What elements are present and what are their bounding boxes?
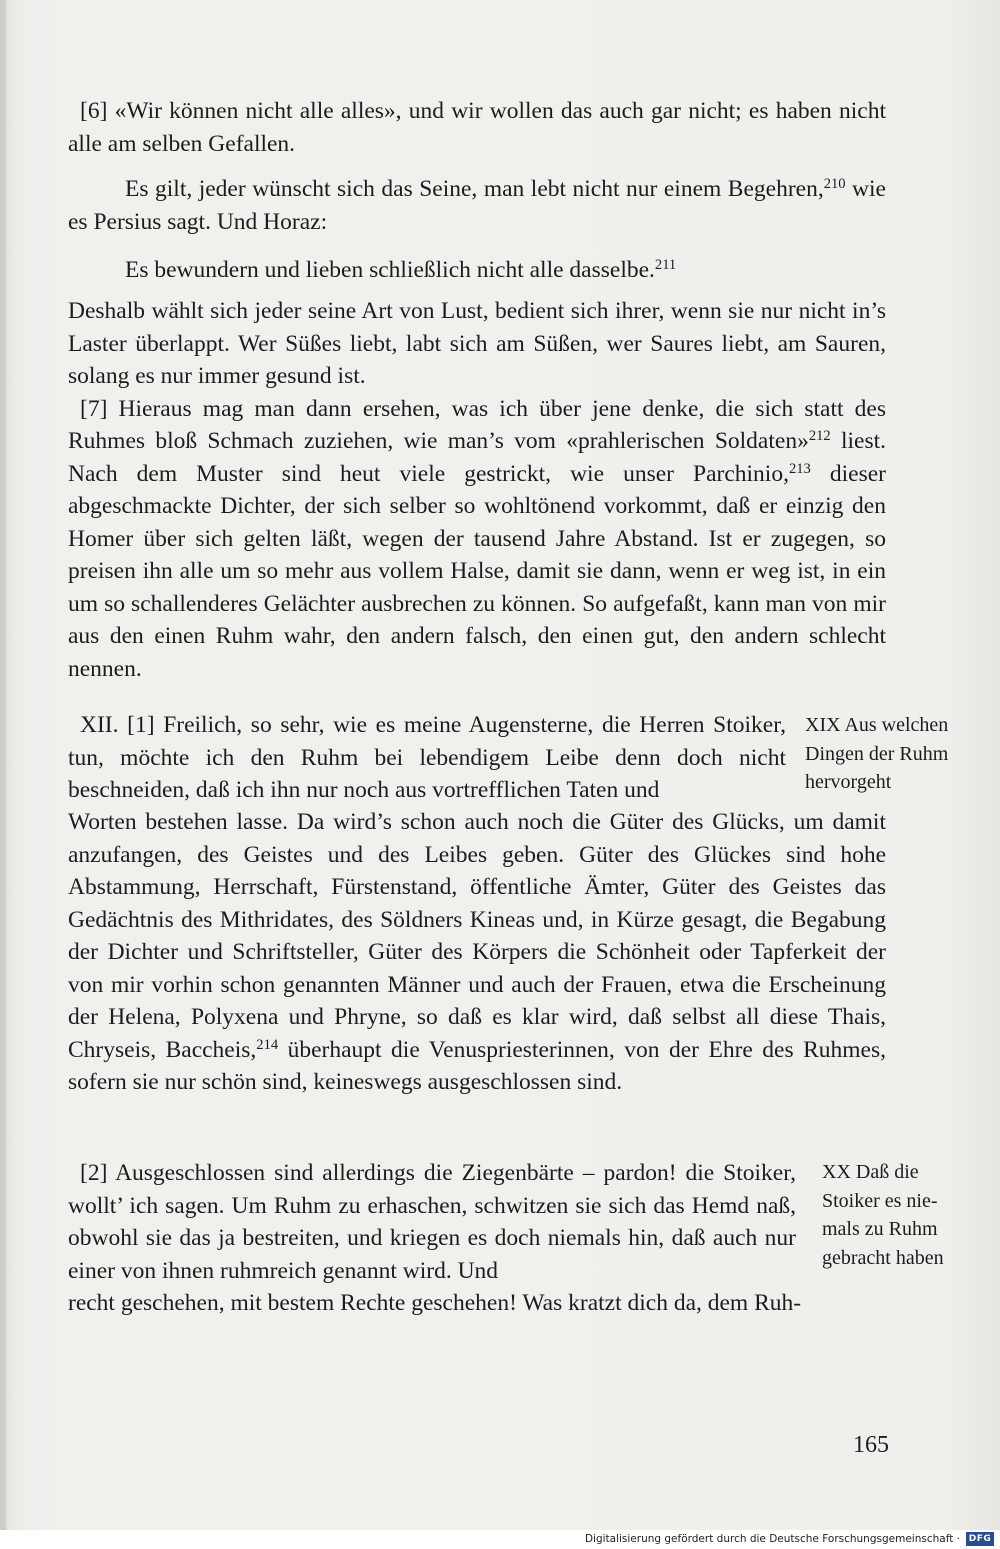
footnote-ref-212[interactable]: 212 bbox=[808, 428, 831, 444]
footnote-ref-210[interactable]: 210 bbox=[823, 176, 846, 192]
page-spine-shadow bbox=[0, 0, 6, 1530]
section-xii-intro bbox=[68, 709, 786, 807]
verse-line bbox=[125, 254, 886, 287]
section-xii-paragraph-start: XII. [1] Freilich, so sehr, wie es meine Augensterne, die Herren Stoiker, tun, möchte ich den Ruhm bei lebendigem Leibe denn doch nicht beschneiden, daß ich ihn nur noch aus vortrefflichen Taten und bbox=[68, 712, 786, 803]
dfg-logo-icon[interactable]: DFG bbox=[966, 1532, 994, 1546]
footnote-ref-213[interactable]: 213 bbox=[788, 460, 811, 477]
section-xii-2-body bbox=[68, 1287, 886, 1320]
paragraph-6 bbox=[68, 95, 886, 160]
paragraph-marker: [6] bbox=[80, 98, 108, 124]
margin-note-line: hervorgeht bbox=[805, 771, 892, 793]
digitization-footer bbox=[0, 1530, 1000, 1549]
footer-credit: Digitalisierung gefördert durch die Deutsche Forschungsgemeinschaft · bbox=[584, 1533, 960, 1545]
paragraph-text: Es gilt, jeder wünscht sich das Seine, man lebt nicht nur einem Begehren, bbox=[125, 176, 824, 202]
margin-note-line: mals zu Ruhm bbox=[822, 1218, 938, 1240]
paragraph-marker: [7] bbox=[80, 395, 108, 422]
section-xii-2-paragraph-start: [2] Ausgeschlossen sind allerdings die Ziegenbärte – pardon! die Stoiker, wollt’ ich sagen. Um Ruhm zu erhaschen, schwitzen sie sich das Hemd naß, obwohl sie das ja bestreiten, und kriegen es doch niemals hin, daß auch nur einer von ihnen ruhmreich genannt wird. Und bbox=[68, 1160, 796, 1284]
paragraph-text: Worten bestehen lasse. Da wird’s schon auch noch die Güter des Glücks, um damit anzufangen, des Geistes und des Leibes geben. Güter des Glückes sind hohe Abstammung, Herrschaft, Fürstenstand, öffentliche Ämter, Güter des Geistes das Gedächtnis des Mithridates, des Söldners Kineas und, in Kürze gesagt, die Begabung der Dichter und Schriftsteller, Güter des Körpers die Schönheit oder Tapferkeit der von mir vorhin schon genannten Männer und auch der Frauen, etwa die Erscheinung der Helena, Polyxena und Phryne, so daß es klar wird, daß selbst all diese Thais, Chryseis, Baccheis, bbox=[68, 809, 886, 1063]
margin-note-xx bbox=[822, 1158, 997, 1272]
verse-text: Es bewundern und lieben schließlich nicht alle dasselbe. bbox=[125, 257, 655, 283]
margin-note-line: XX Daß die bbox=[822, 1161, 919, 1183]
paragraph-text: wie es Persius sagt. Und Horaz: bbox=[68, 176, 886, 235]
page-number: 165 bbox=[853, 1432, 889, 1458]
persius-paragraph bbox=[68, 173, 886, 238]
paragraph-text: «Wir können nicht alle alles», und wir wollen das auch gar nicht; es haben nicht alle am selben Gefallen. bbox=[68, 98, 886, 157]
body-block-1 bbox=[68, 95, 886, 160]
paragraph-text: liest. Nach dem Muster sind heut viele gestrickt, wie unser Parchinio, bbox=[68, 428, 887, 487]
footnote-ref-211[interactable]: 211 bbox=[654, 257, 677, 273]
paragraph-7 bbox=[68, 393, 886, 686]
body-block-3 bbox=[68, 295, 886, 685]
margin-note-xix bbox=[805, 711, 980, 797]
verse-quote bbox=[68, 254, 886, 287]
body-block-2 bbox=[68, 173, 886, 238]
margin-note-line: XIX Aus welchen bbox=[805, 714, 949, 736]
section-xii-body bbox=[68, 806, 886, 1099]
section-xii-2-paragraph-continued: recht geschehen, mit bestem Rechte geschehen! Was kratzt dich da, dem Ruh- bbox=[68, 1290, 802, 1316]
lust-paragraph: Deshalb wählt sich jeder seine Art von Lust, bedient sich ihrer, wenn sie nur nicht in’s Laster überlappt. Wer Süßes liebt, labt sich am Süßen, wer Saures liebt, am Sauren, solang es nur immer gesund ist. bbox=[68, 298, 886, 389]
paragraph-text: überhaupt die Venuspriesterinnen, von der Ehre des Ruhmes, sofern sie nur schön sind, keineswegs ausgeschlossen sind. bbox=[68, 1036, 886, 1095]
margin-note-line: Stoiker es nie- bbox=[822, 1189, 938, 1212]
paragraph-text: Hieraus mag man dann ersehen, was ich über jene denke, die sich statt des Ruhmes bloß Schmach zuziehen, wie man’s vom «prahlerischen Soldaten» bbox=[68, 395, 886, 454]
section-xii-2-intro bbox=[68, 1157, 796, 1287]
paragraph-text: dieser abgeschmackte Dichter, der sich selber so wohltönend vorkommt, daß er einzig den Homer über sich gelten läßt, wegen der tausend Jahre Abstand. Ist er zugegen, so preisen ihn alle um so mehr aus vollem Halse, damit sie dann, wenn er weg ist, in ein um so schallenderes Gelächter ausbrechen zu können. So aufgefaßt, kann man von mir aus den einen Ruhm wahr, den andern falsch, den einen gut, den andern schlecht nennen. bbox=[68, 460, 886, 682]
margin-note-line: gebracht haben bbox=[822, 1246, 944, 1269]
footnote-ref-214[interactable]: 214 bbox=[256, 1036, 279, 1053]
section-xii-paragraph-continued bbox=[68, 806, 886, 1099]
margin-note-line: Dingen der Ruhm bbox=[805, 742, 949, 765]
